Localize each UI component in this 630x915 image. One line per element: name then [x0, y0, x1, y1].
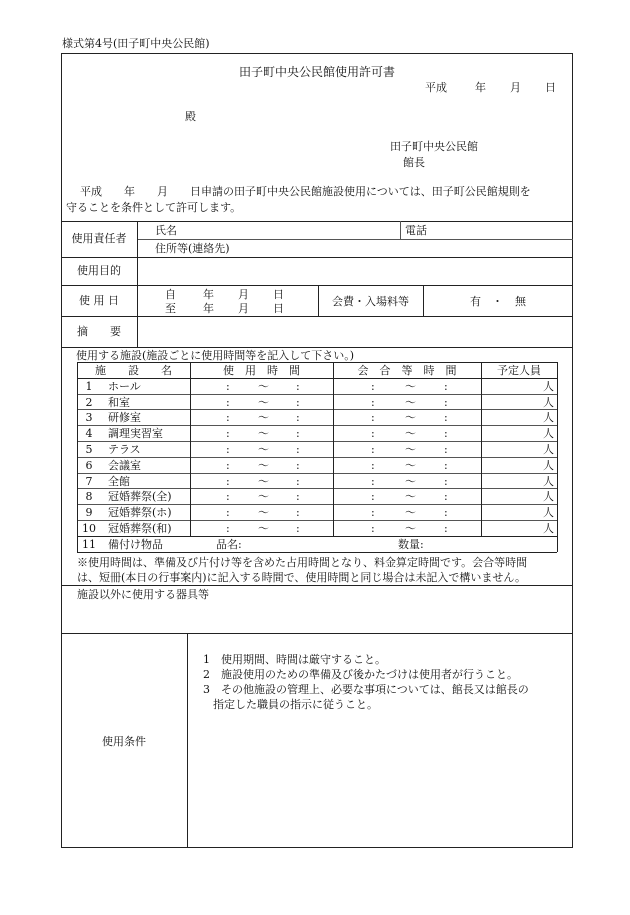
row-number: 11: [82, 537, 96, 551]
facility-name: 全館: [108, 474, 130, 488]
facility-name: 冠婚葬祭(和): [108, 522, 172, 535]
person-unit: 人: [543, 443, 554, 456]
to-year: 年: [203, 302, 214, 315]
person-unit: 人: [543, 506, 554, 520]
time-tilde: 〜: [405, 522, 416, 535]
time-colon: :: [444, 379, 448, 393]
time-colon: :: [444, 506, 448, 520]
time-tilde: 〜: [405, 411, 416, 425]
time-tilde: 〜: [405, 395, 416, 409]
row-number: 5: [85, 443, 93, 456]
time-colon: :: [444, 458, 448, 472]
time-tilde: 〜: [258, 506, 269, 520]
time-colon: :: [444, 522, 448, 535]
note-line1: ※使用時間は、準備及び片付け等を含めた占用時間となり、料金算定時間です。会合等時間: [77, 556, 528, 569]
from-year: 年: [203, 288, 214, 301]
equipment-qty-label: 数量:: [398, 537, 424, 551]
date-era: 平成: [425, 81, 447, 94]
time-colon: :: [296, 522, 300, 535]
date-to: 至: [165, 302, 176, 315]
time-colon: :: [371, 379, 375, 393]
time-colon: :: [444, 474, 448, 488]
intro-line1: 平成 年 月 日申請の田子町中央公民館施設使用については、田子町公民館規則を: [80, 185, 531, 198]
time-colon: :: [226, 379, 230, 393]
time-colon: :: [371, 411, 375, 425]
row-number: 7: [85, 474, 93, 488]
date-from: 自: [165, 288, 176, 301]
person-unit: 人: [543, 427, 554, 441]
facility-name: 冠婚葬祭(ホ): [108, 506, 172, 520]
time-colon: :: [226, 443, 230, 456]
date-day: 日: [545, 81, 556, 94]
facility-name: 会議室: [108, 458, 141, 472]
time-colon: :: [226, 474, 230, 488]
table-header: 施 設 名: [95, 364, 172, 377]
row-number: 6: [85, 458, 93, 472]
time-colon: :: [444, 395, 448, 409]
from-day: 日: [273, 288, 284, 301]
time-colon: :: [226, 506, 230, 520]
purpose-label: 使用目的: [77, 264, 121, 277]
time-colon: :: [371, 427, 375, 441]
person-unit: 人: [543, 411, 554, 425]
time-colon: :: [226, 458, 230, 472]
row-number: 10: [82, 522, 96, 535]
fee-yes: 有: [470, 295, 481, 308]
row-number: 4: [85, 427, 93, 441]
person-unit: 人: [543, 490, 554, 504]
time-tilde: 〜: [405, 427, 416, 441]
row-number: 8: [85, 490, 93, 504]
time-colon: :: [226, 427, 230, 441]
table-header: 予定人員: [497, 364, 541, 377]
facility-name: ホール: [108, 379, 141, 393]
time-tilde: 〜: [258, 427, 269, 441]
time-colon: :: [296, 395, 300, 409]
fee-dot: ・: [492, 295, 503, 308]
condition-3: 3 その他施設の管理上、必要な事項については、館長又は館長の: [203, 683, 529, 696]
to-day: 日: [273, 302, 284, 315]
page-title: 田子町中央公民館使用許可書: [238, 65, 395, 79]
time-colon: :: [371, 458, 375, 472]
time-colon: :: [296, 427, 300, 441]
time-colon: :: [444, 411, 448, 425]
time-colon: :: [226, 490, 230, 504]
time-colon: :: [444, 443, 448, 456]
time-colon: :: [371, 395, 375, 409]
condition-1: 1 使用期間、時間は厳守すること。: [203, 653, 386, 666]
time-colon: :: [371, 522, 375, 535]
person-unit: 人: [543, 522, 554, 535]
from-month: 月: [238, 288, 249, 301]
time-tilde: 〜: [258, 411, 269, 425]
time-colon: :: [444, 427, 448, 441]
time-colon: :: [296, 506, 300, 520]
time-colon: :: [296, 411, 300, 425]
facility-name: 調理実習室: [108, 427, 163, 441]
time-colon: :: [296, 379, 300, 393]
facility-name: 研修室: [108, 411, 141, 425]
time-colon: :: [296, 490, 300, 504]
time-colon: :: [296, 458, 300, 472]
time-colon: :: [226, 411, 230, 425]
facility-name: 和室: [108, 395, 130, 409]
row-number: 9: [85, 506, 93, 520]
person-unit: 人: [543, 458, 554, 472]
time-colon: :: [226, 395, 230, 409]
use-date-label: 使 用 日: [79, 294, 119, 307]
date-year: 年: [475, 81, 486, 94]
time-tilde: 〜: [258, 379, 269, 393]
equipment-item-label: 品名:: [216, 537, 242, 551]
name-label: 氏名: [155, 224, 177, 237]
time-tilde: 〜: [405, 490, 416, 504]
issuer-role: 館長: [403, 156, 425, 169]
date-month: 月: [510, 81, 521, 94]
time-tilde: 〜: [405, 443, 416, 456]
time-tilde: 〜: [405, 474, 416, 488]
phone-label: 電話: [405, 224, 427, 237]
note-line2: は、短冊(本日の行事案内)に記入する時間で、使用時間と同じ場合は未記入で構いません。: [77, 571, 527, 584]
issuer-org: 田子町中央公民館: [390, 140, 478, 153]
time-colon: :: [371, 506, 375, 520]
time-colon: :: [444, 490, 448, 504]
table-header: 会 合 等 時 間: [357, 364, 457, 377]
time-tilde: 〜: [258, 474, 269, 488]
time-colon: :: [296, 474, 300, 488]
other-equipment-label: 施設以外に使用する器具等: [77, 588, 209, 601]
person-unit: 人: [543, 395, 554, 409]
time-tilde: 〜: [405, 458, 416, 472]
addressee-suffix: 殿: [185, 110, 196, 123]
person-unit: 人: [543, 474, 554, 488]
row-number: 1: [85, 379, 93, 393]
time-colon: :: [226, 522, 230, 535]
time-colon: :: [371, 443, 375, 456]
remarks-label: 摘 要: [77, 325, 121, 338]
to-month: 月: [238, 302, 249, 315]
facility-name: 冠婚葬祭(全): [108, 490, 172, 504]
time-tilde: 〜: [405, 506, 416, 520]
time-colon: :: [371, 474, 375, 488]
address-label: 住所等(連絡先): [155, 242, 230, 255]
time-colon: :: [371, 490, 375, 504]
facilities-heading: 使用する施設(施設ごとに使用時間等を記入して下さい。): [76, 349, 355, 362]
time-tilde: 〜: [258, 443, 269, 456]
form-id: 様式第4号(田子町中央公民館): [62, 37, 210, 50]
condition-3-cont: 指定した職員の指示に従うこと。: [213, 698, 378, 711]
table-header: 使 用 時 間: [223, 364, 300, 377]
facility-name: 備付け物品: [108, 537, 163, 551]
time-tilde: 〜: [405, 379, 416, 393]
facility-name: テラス: [108, 443, 141, 456]
conditions-label: 使用条件: [102, 735, 146, 748]
time-tilde: 〜: [258, 458, 269, 472]
intro-line2: 守ることを条件として許可します。: [66, 201, 242, 214]
time-tilde: 〜: [258, 490, 269, 504]
row-number: 3: [85, 411, 93, 425]
fee-no: 無: [515, 295, 526, 308]
fee-label: 会費・入場料等: [332, 295, 409, 308]
time-tilde: 〜: [258, 395, 269, 409]
time-tilde: 〜: [258, 522, 269, 535]
responsible-label: 使用責任者: [71, 232, 127, 245]
condition-2: 2 施設使用のための準備及び後かたづけは使用者が行うこと。: [203, 668, 518, 681]
time-colon: :: [296, 443, 300, 456]
person-unit: 人: [543, 379, 554, 393]
row-number: 2: [85, 395, 93, 409]
